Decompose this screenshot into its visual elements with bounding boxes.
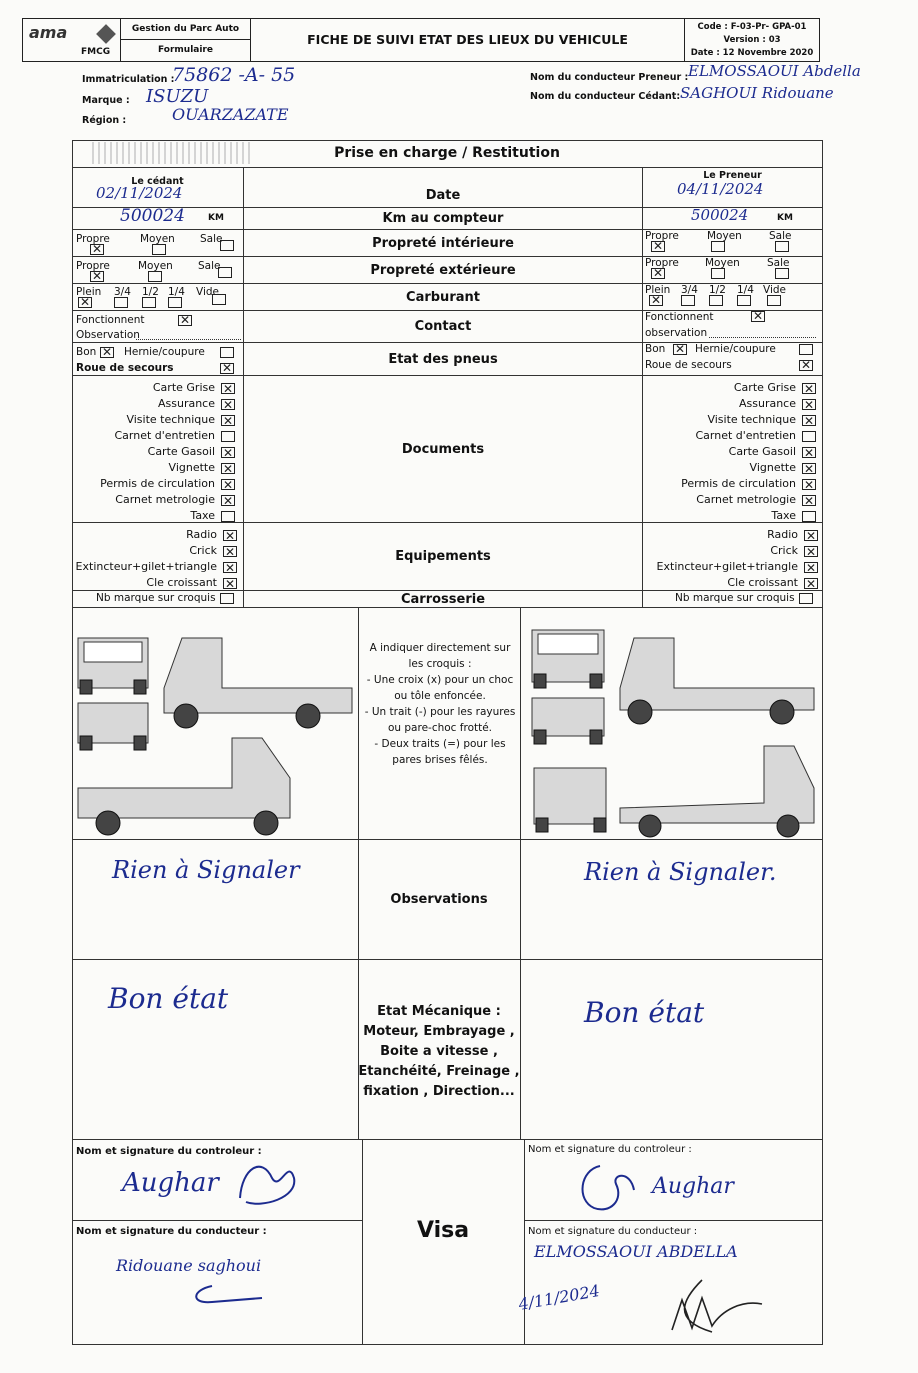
ctrl-left-label: Nom et signature du controleur : [76,1146,262,1157]
sale-l: Sale [200,233,223,245]
obs-preneur: Rien à Signaler. [584,858,777,886]
observation-l-line [136,339,241,340]
hernie-l-cb[interactable] [220,347,234,358]
hernie-r-cb[interactable] [799,344,813,355]
doc-cb[interactable] [802,495,816,506]
bon-l: Bon [76,346,97,358]
fonctionnent-r-cb[interactable] [751,311,765,322]
prop-ext-label: Propreté extérieure [370,262,516,278]
moyen-r-cb[interactable] [711,241,725,252]
equip-cb[interactable] [223,530,237,541]
sale-ext-r-cb[interactable] [775,268,789,279]
meca-l1: Etat Mécanique : [377,1004,501,1019]
ctrl-right-label: Nom et signature du controleur : [528,1144,692,1155]
doc-cb[interactable] [221,495,235,506]
note-l4: - Deux traits (=) pour les pares brises fêlés. [374,738,506,766]
contact-row [72,311,822,343]
van-rear-bottom-right [534,768,606,832]
bon-l-cb[interactable] [100,347,114,358]
roue-r-cb[interactable] [799,360,813,371]
equip-cb[interactable] [804,530,818,541]
doc-cb[interactable] [221,431,235,442]
f12-l: 1/2 [142,286,159,298]
doc-cb[interactable] [802,431,816,442]
doc-item-l: Assurance ✕ [100,396,235,412]
documents-row [72,376,822,523]
meca-l2: Moteur, Embrayage , [363,1024,515,1039]
plein-r-cb[interactable] [649,295,663,306]
equip-cb[interactable] [804,578,818,589]
documents-label: Documents [401,441,485,457]
meca-cedant: Bon état [108,982,229,1015]
immat-label: Immatriculation : [82,74,175,85]
marque-value: ISUZU [146,86,209,107]
moyen-l: Moyen [140,233,175,245]
doc-item-r: Assurance ✕ [681,396,816,412]
doc-item-l: Carte Grise ✕ [100,380,235,396]
doc-item-r: Visite technique ✕ [681,412,816,428]
propre-ext-l-cb[interactable] [90,271,104,282]
equipements-row [72,523,822,591]
van-side-top-left [164,638,352,728]
equip-cb[interactable] [804,562,818,573]
doc-cb[interactable] [221,463,235,474]
doc-cb[interactable] [221,479,235,490]
prop-int-label: Propreté intérieure [372,235,514,251]
preneur-value: ELMOSSAOUI Abdella [688,62,861,80]
f12-r: 1/2 [709,284,726,296]
fonctionnent-l-cb[interactable] [178,315,192,326]
croquis-divider-l [358,608,359,839]
prop-int-row [72,230,822,257]
hernie-r: Hernie/coupure [695,343,776,355]
header [22,18,820,62]
equip-item-l: Cle croissant ✕ [76,575,237,591]
meca-l4: Etanchéité, Freinage , [358,1064,520,1079]
croquis-note [362,640,518,768]
equip-item-l: Crick ✕ [76,543,237,559]
doc-item-r: Carte Grise ✕ [681,380,816,396]
sig-divider-r [524,1140,525,1345]
van-sketch-right [524,618,820,838]
doc-item-r: Permis de circulation ✕ [681,476,816,492]
logo-icon [96,24,116,44]
observations-label: Observations [390,892,488,907]
cedant-head: Le cédant [131,176,184,187]
equip-item-r: Extincteur+gilet+triangle ✕ [657,559,818,575]
doc-item-r: Carte Gasoil ✕ [681,444,816,460]
km-row [72,208,822,230]
f14-l-cb[interactable] [168,297,182,308]
sale-l-cb[interactable] [220,240,234,251]
f14-l: 1/4 [168,286,185,298]
equip-cb[interactable] [223,546,237,557]
meca-preneur: Bon état [584,996,705,1029]
doc-type: Formulaire [121,40,251,61]
doc-item-r: Vignette ✕ [681,460,816,476]
vide-r: Vide [763,284,786,296]
equip-item-l: Extincteur+gilet+triangle ✕ [76,559,237,575]
note-l1: A indiquer directement sur les croquis : [369,642,511,670]
sale-r: Sale [769,230,792,242]
region-label: Région : [82,115,127,126]
observation-l: Observation [76,329,140,341]
carrosserie-label: Carrosserie [400,591,486,607]
sale-ext-l-cb[interactable] [218,267,232,278]
moyen-ext-r-cb[interactable] [711,268,725,279]
van-rear-right [532,698,604,744]
km-unit-r: KM [777,213,793,223]
moyen-r: Moyen [707,230,742,242]
nb-marque-r: Nb marque sur croquis [675,592,795,604]
code: Code : F-03-Pr- GPA-01 [697,22,807,32]
logo-text: ama [29,23,68,42]
cond-right-flourish [652,1270,772,1342]
date-row [72,168,822,208]
sig-hline-l [72,1220,362,1221]
cedant-label: Nom du conducteur Cédant: [530,91,681,102]
propre-ext-r: Propre [645,257,679,269]
roue-l: Roue de secours [76,362,174,374]
pneus-label: Etat des pneus [388,351,498,367]
cedant-value: SAGHOUI Ridouane [680,84,834,102]
contact-label: Contact [414,319,472,334]
meca-l5: fixation , Direction... [363,1084,515,1099]
doc-date: Date : 12 Novembre 2020 [690,48,814,58]
date-label: Date [425,188,461,203]
van-front-left [78,638,148,694]
van-front-right [532,630,604,688]
doc-item-l: Carnet d'entretien [100,428,235,444]
fonctionnent-l: Fonctionnent [76,314,145,326]
doc-cb[interactable] [802,479,816,490]
equip-item-r: Radio ✕ [657,527,818,543]
bon-r: Bon [645,343,666,355]
f34-l-cb[interactable] [114,297,128,308]
propre-l: Propre [76,233,110,245]
region-value: OUARZAZATE [172,105,289,124]
nb-marque-l: Nb marque sur croquis [96,592,216,604]
moyen-l-cb[interactable] [152,244,166,255]
doc-item-l: Permis de circulation ✕ [100,476,235,492]
cond-left-flourish [182,1280,272,1310]
sig-hline-r [524,1220,823,1221]
cond-left-signature: Ridouane saghoui [116,1256,262,1275]
doc-cb[interactable] [221,383,235,394]
f34-r: 3/4 [681,284,698,296]
logo [23,19,121,61]
sale-ext-r: Sale [767,257,790,269]
cond-left-label: Nom et signature du conducteur : [76,1226,267,1237]
f12-r-cb[interactable] [709,295,723,306]
immat-value: 75862 -A- 55 [172,64,296,86]
ctrl-right-stamp [570,1160,650,1216]
doc-item-r: Taxe [681,508,816,524]
preneur-label: Nom du conducteur Preneur : [530,72,689,83]
f34-l: 3/4 [114,286,131,298]
equipements-label: Equipements [395,549,491,564]
km-preneur: 500024 [691,206,749,224]
doc-item-r: Carnet d'entretien [681,428,816,444]
signatures-section [72,1140,823,1345]
doc-item-l: Vignette ✕ [100,460,235,476]
doc-cb[interactable] [221,415,235,426]
doc-code [685,21,819,60]
doc-cb[interactable] [802,511,816,522]
version: Version : 03 [723,35,781,45]
equip-cb[interactable] [223,578,237,589]
sale-ext-l: Sale [198,260,221,272]
hernie-l: Hernie/coupure [124,346,205,358]
meca-divider-r [520,960,521,1139]
propre-l-cb[interactable] [90,244,104,255]
croquis-divider-r [520,608,521,839]
doc-cb[interactable] [802,447,816,458]
roue-r: Roue de secours [645,359,732,371]
propre-ext-l: Propre [76,260,110,272]
equip-item-r: Crick ✕ [657,543,818,559]
doc-cb[interactable] [221,511,235,522]
vide-l-cb[interactable] [212,294,226,305]
observations-section [72,840,823,960]
equip-cb[interactable] [223,562,237,573]
cond-right-date: 4/11/2024 [516,1281,602,1314]
van-side-bottom-left [78,738,290,835]
dept: Gestion du Parc Auto [121,19,251,40]
ctrl-right-signature: Aughar [652,1174,734,1199]
moyen-ext-l-cb[interactable] [148,271,162,282]
km-cedant: 500024 [120,206,185,226]
f12-l-cb[interactable] [142,297,156,308]
moyen-ext-l: Moyen [138,260,173,272]
propre-r-cb[interactable] [651,241,665,252]
fonctionnent-r: Fonctionnent [645,311,714,323]
bon-r-cb[interactable] [673,344,687,355]
date-cedant: 02/11/2024 [96,184,183,202]
van-sketch-left [72,618,356,838]
preneur-head: Le Preneur [703,170,762,181]
observation-r: observation [645,327,708,339]
doc-item-l: Visite technique ✕ [100,412,235,428]
km-label: Km au compteur [382,211,504,226]
visa-label: Visa [416,1218,470,1243]
logo-sub: FMCG [81,47,111,57]
doc-cb[interactable] [802,463,816,474]
doc-cb[interactable] [221,447,235,458]
propre-r: Propre [645,230,679,242]
sale-r-cb[interactable] [775,241,789,252]
meca-l3: Boite a vitesse , [380,1044,498,1059]
equip-cb[interactable] [804,546,818,557]
van-side-top-right [620,638,814,724]
ctrl-left-stamp [232,1148,302,1212]
doc-cb[interactable] [802,415,816,426]
equip-item-r: Cle croissant ✕ [657,575,818,591]
section-title-row [72,140,822,168]
marque-label: Marque : [82,95,130,106]
carburant-label: Carburant [406,289,480,305]
doc-item-l: Carte Gasoil ✕ [100,444,235,460]
carburant-row [72,284,822,311]
doc-item-l: Carnet metrologie ✕ [100,492,235,508]
f14-r: 1/4 [737,284,754,296]
date-preneur: 04/11/2024 [677,180,764,198]
section-title: Prise en charge / Restitution [334,145,560,161]
doc-cb[interactable] [802,399,816,410]
doc-cb[interactable] [802,383,816,394]
nb-marque-r-cb[interactable] [799,593,813,604]
vide-r-cb[interactable] [767,295,781,306]
doc-item-l: Taxe [100,508,235,524]
km-unit-l: KM [208,213,224,223]
plein-r: Plein [645,284,671,296]
meca-label [358,1002,520,1102]
croquis-section [72,608,823,840]
ctrl-left-signature: Aughar [122,1168,219,1198]
van-rear-left [78,703,148,750]
propre-ext-r-cb[interactable] [651,268,665,279]
plein-l-cb[interactable] [78,297,92,308]
doc-cb[interactable] [221,399,235,410]
van-side-bottom-right [620,746,814,837]
prop-ext-row [72,257,822,284]
obs-cedant: Rien à Signaler [112,856,300,884]
moyen-ext-r: Moyen [705,257,740,269]
note-l2: - Une croix (x) pour un choc ou tôle enfoncée. [366,674,514,702]
f14-r-cb[interactable] [737,295,751,306]
f34-r-cb[interactable] [681,295,695,306]
doc-item-r: Carnet metrologie ✕ [681,492,816,508]
equip-item-l: Radio ✕ [76,527,237,543]
nb-marque-l-cb[interactable] [220,593,234,604]
carrosserie-row [72,591,822,608]
page-title: FICHE DE SUIVI ETAT DES LIEUX DU VEHICULE [251,19,685,61]
cond-right-signature: ELMOSSAOUI ABDELLA [534,1242,738,1261]
plein-l: Plein [76,286,102,298]
roue-l-cb[interactable] [220,363,234,374]
obs-divider-r [520,840,521,959]
vide-l: Vide [196,286,219,298]
mecanique-section [72,960,823,1140]
observation-r-line [709,337,816,338]
cond-right-label: Nom et signature du conducteur : [528,1226,698,1237]
note-l3: - Un trait (-) pour les rayures ou pare-choc frotté. [364,706,516,734]
pneus-row [72,343,822,376]
